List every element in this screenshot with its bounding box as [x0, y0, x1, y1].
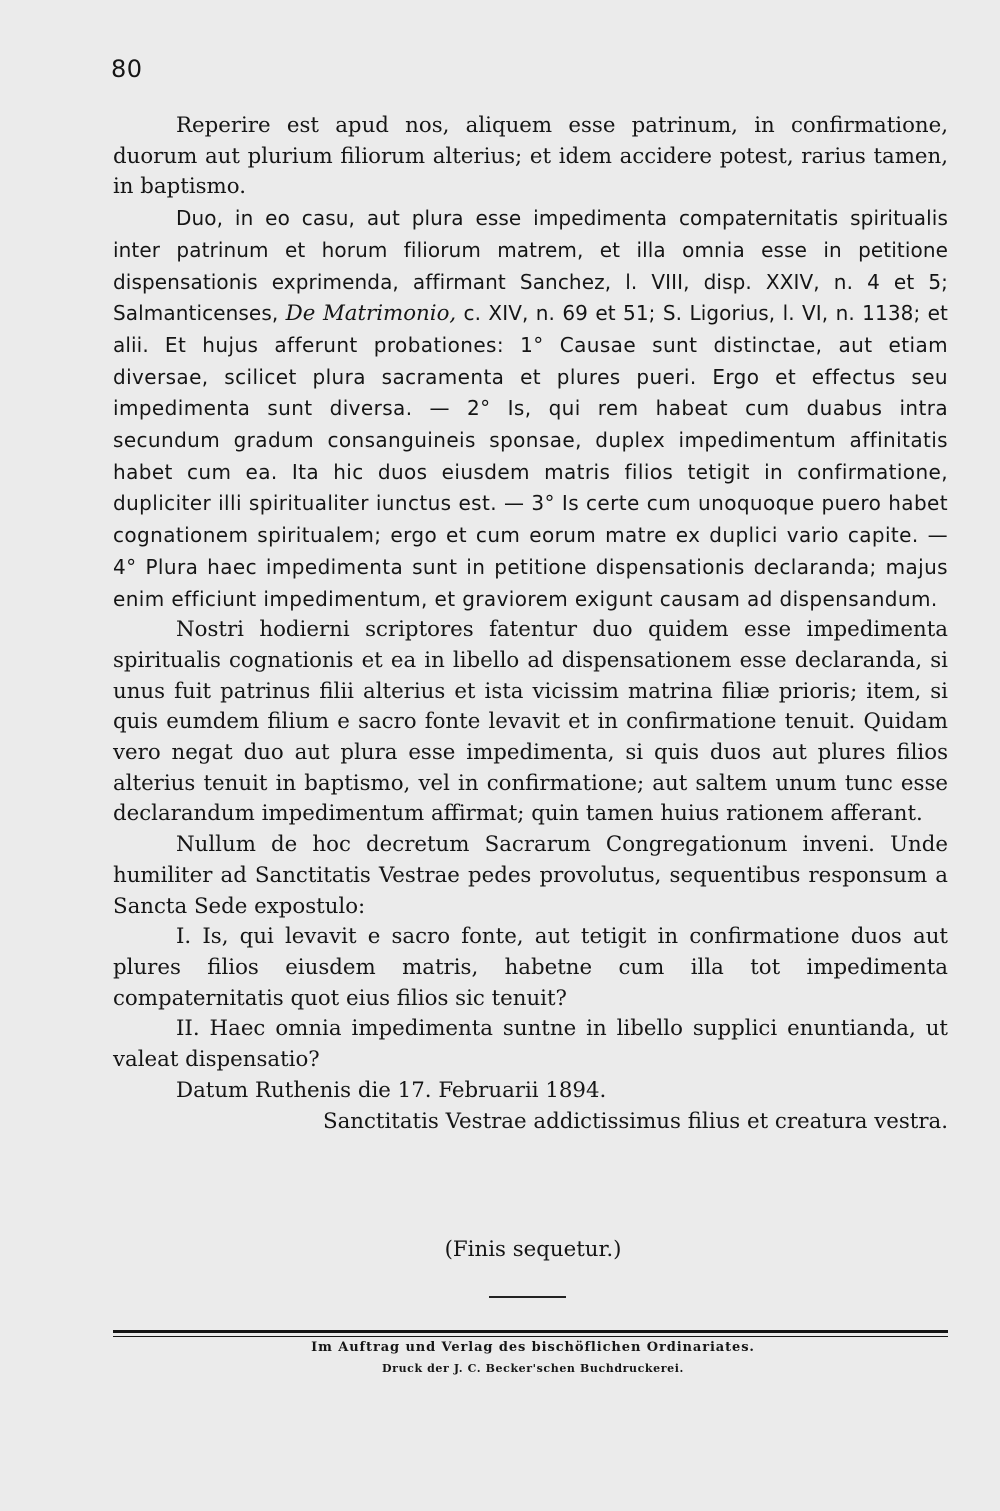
question-1-text: I. Is, qui levavit e sacro fonte, aut tetigit in confirmatione duos aut plures filios eiusdem matris, habetne cum illa tot impedimenta compaternitatis quot eius filios sic tenuit?	[113, 924, 948, 1011]
paragraph-4	[113, 830, 948, 922]
footer-rule-thin	[113, 1336, 948, 1337]
signature-line	[113, 1107, 948, 1138]
date-line	[113, 1076, 948, 1107]
paragraph-3	[113, 615, 948, 830]
paragraph-2-text-a: Duo, in eo casu, aut plura esse impedimenta compaternitatis spiritualis inter patrinum et horum filiorum matrem, et illa omnia esse in petitione dispensationis exprimenda, affirmant Sanchez, l. VIII, disp. XXIV, n. 4 et 5; Salmanticenses,	[113, 206, 948, 326]
paragraph-1-text: Reperire est apud nos, aliquem esse patrinum, in confirmatione, duorum aut plurium filiorum alterius; et idem accidere potest, rarius tamen, in baptismo.	[113, 113, 948, 200]
finis-note: (Finis sequetur.)	[444, 1237, 622, 1262]
footer-rule-thick	[113, 1330, 948, 1333]
imprint-publisher: Im Auftrag und Verlag des bischöflichen Ordinariates.	[311, 1340, 755, 1355]
question-2-text: II. Haec omnia impedimenta suntne in libello supplici enuntianda, ut valeat dispensatio?	[113, 1016, 948, 1073]
imprint-printer: Druck der J. C. Becker'schen Buchdruckerei.	[382, 1362, 684, 1375]
paragraph-2-italic-title: De Matrimonio,	[285, 301, 457, 327]
short-divider	[489, 1296, 566, 1298]
question-2	[113, 1014, 948, 1075]
date-line-text: Datum Ruthenis die 17. Februarii 1894.	[176, 1077, 607, 1103]
page-number: 80	[111, 55, 143, 83]
question-1	[113, 922, 948, 1014]
paragraph-2-text-b: c. XIV, n. 69 et 51; S. Ligorius, l. VI, n. 1138; et alii.	[113, 301, 948, 357]
paragraph-1	[113, 111, 948, 203]
paragraph-2-text-c: Et hujus afferunt probationes: 1° Causae sunt distinctae, aut etiam diversae, scilicet plura sacramenta et plures pueri. Ergo et effectus seu impedimenta sunt diversa. — 2° Is, qui rem habeat cum duabus intra secundum gradum consanguineis sponsae, duplex impedimentum affinitatis habet cum ea. Ita hic duos eiusdem matris filios tetigit in confirmatione, dupliciter illi spiritualiter iunctus est. — 3° Is certe cum unoquoque puero habet cognationem spiritualem; ergo et cum eorum matre ex duplici vario capite. — 4° Plura haec impedimenta sunt in petitione dispensationis declaranda; majus enim efficiunt impedimentum, et graviorem exigunt causam ad dispensandum.	[113, 332, 948, 611]
paragraph-4-text: Nullum de hoc decretum Sacrarum Congregationum inveni. Unde humiliter ad Sanctitatis Vestrae pedes provolutus, sequentibus responsum a Sancta Sede expostulo:	[113, 832, 948, 919]
paragraph-2	[113, 203, 948, 615]
signature-line-text: Sanctitatis Vestrae addictissimus filius et creatura vestra.	[322, 1108, 948, 1134]
paragraph-3-text: Nostri hodierni scriptores fatentur duo quidem esse impedimenta spiritualis cognationis et ea in libello ad dispensationem esse declaranda, si unus fuit patrinus filii alterius et ista vicissim matrina filiæ prioris; item, si quis eumdem filium e sacro fonte levavit et in confirmatione tenuit. Quidam vero negat duo aut plura esse impedimenta, si quis duos aut plures filios alterius tenuit in baptismo, vel in confirmatione; aut saltem unum tunc esse declarandum impedimentum affirmat; quin tamen huius rationem afferant.	[113, 617, 948, 827]
body-text	[113, 111, 948, 1137]
